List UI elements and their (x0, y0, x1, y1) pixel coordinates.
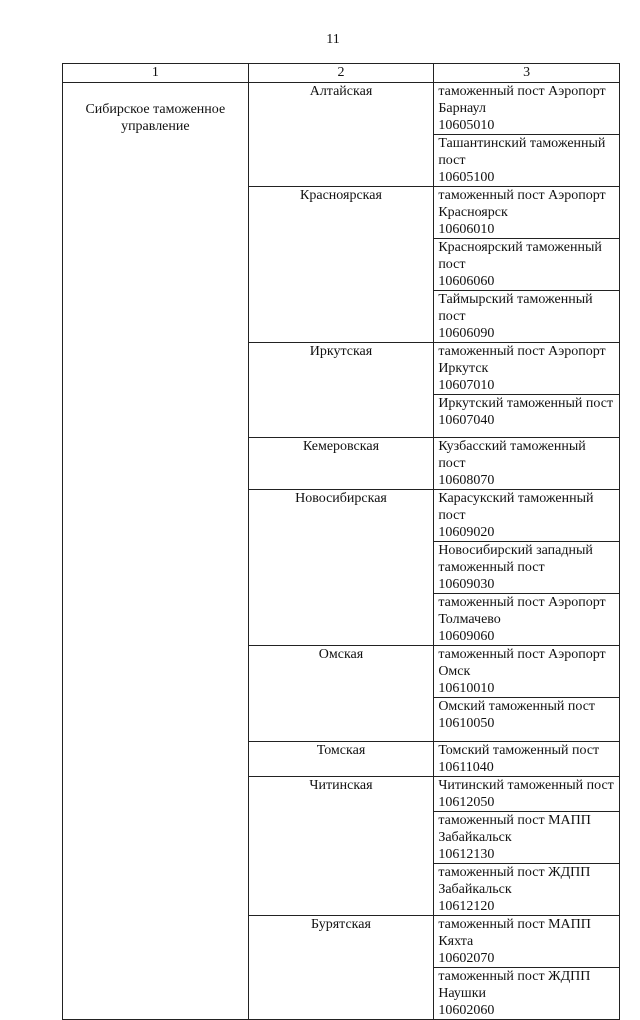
region-cell: Омская (248, 646, 434, 742)
header-col-1: 1 (63, 64, 249, 83)
post-cell (434, 291, 620, 343)
region-cell: Бурятская (248, 916, 434, 1020)
post-cell (434, 490, 620, 542)
post-name: таможенный пост Аэропорт Красноярск (438, 188, 606, 220)
post-cell (434, 864, 620, 916)
post-code: 10607010 (438, 378, 495, 393)
post-name: Иркутский таможенный пост (438, 396, 614, 411)
region-cell: Кемеровская (248, 438, 434, 490)
post-code: 10610010 (438, 681, 495, 696)
post-code: 10602060 (438, 1003, 495, 1018)
post-cell (434, 698, 620, 742)
post-cell (434, 542, 620, 594)
post-code: 10605010 (438, 118, 495, 133)
post-name: Томский таможенный пост (438, 743, 600, 758)
post-cell (434, 777, 620, 812)
post-code: 10605100 (438, 170, 495, 185)
table-row (63, 83, 620, 135)
post-code: 10612050 (438, 795, 495, 810)
post-code: 10609060 (438, 629, 495, 644)
post-name: таможенный пост ЖДПП Наушки (438, 969, 591, 1001)
post-name: таможенный пост МАПП Забайкальск (438, 813, 591, 845)
post-name: таможенный пост Аэропорт Омск (438, 647, 606, 679)
post-cell (434, 916, 620, 968)
post-cell (434, 135, 620, 187)
post-name: Карасукский таможенный пост (438, 491, 594, 523)
post-cell (434, 812, 620, 864)
header-col-3: 3 (434, 64, 620, 83)
department-cell: Сибирское таможенное управление (63, 83, 249, 1020)
region-cell: Алтайская (248, 83, 434, 187)
post-name: Читинский таможенный пост (438, 778, 614, 793)
post-name: Новосибирский западный таможенный пост (438, 543, 593, 575)
post-name: Кузбасский таможенный пост (438, 439, 586, 471)
post-name: таможенный пост МАПП Кяхта (438, 917, 591, 949)
post-code: 10607040 (438, 413, 495, 428)
post-code: 10610050 (438, 716, 495, 731)
region-cell: Читинская (248, 777, 434, 916)
customs-posts-table (62, 63, 620, 1020)
post-name: таможенный пост Аэропорт Толмачево (438, 595, 606, 627)
post-name: Ташантинский таможенный пост (438, 136, 606, 168)
post-code: 10609020 (438, 525, 495, 540)
region-cell: Томская (248, 742, 434, 777)
post-code: 10609030 (438, 577, 495, 592)
post-name: таможенный пост Аэропорт Барнаул (438, 84, 606, 116)
post-cell (434, 343, 620, 395)
post-cell (434, 742, 620, 777)
post-code: 10606010 (438, 222, 495, 237)
post-name: таможенный пост Аэропорт Иркутск (438, 344, 606, 376)
header-row (63, 64, 620, 83)
post-code: 10612130 (438, 847, 495, 862)
region-cell: Иркутская (248, 343, 434, 438)
post-cell (434, 83, 620, 135)
region-cell: Красноярская (248, 187, 434, 343)
post-name: таможенный пост ЖДПП Забайкальск (438, 865, 591, 897)
post-name: Омский таможенный пост (438, 699, 596, 714)
post-code: 10608070 (438, 473, 495, 488)
post-cell (434, 968, 620, 1020)
post-name: Красноярский таможенный пост (438, 240, 602, 272)
post-code: 10611040 (438, 760, 494, 775)
post-cell (434, 395, 620, 438)
post-cell (434, 187, 620, 239)
post-code: 10602070 (438, 951, 495, 966)
header-col-2: 2 (248, 64, 434, 83)
post-cell (434, 646, 620, 698)
post-cell (434, 438, 620, 490)
post-code: 10612120 (438, 899, 495, 914)
post-cell (434, 239, 620, 291)
region-cell: Новосибирская (248, 490, 434, 646)
post-code: 10606090 (438, 326, 495, 341)
post-cell (434, 594, 620, 646)
page-number: 11 (326, 32, 340, 47)
post-code: 10606060 (438, 274, 495, 289)
post-name: Таймырский таможенный пост (438, 292, 593, 324)
